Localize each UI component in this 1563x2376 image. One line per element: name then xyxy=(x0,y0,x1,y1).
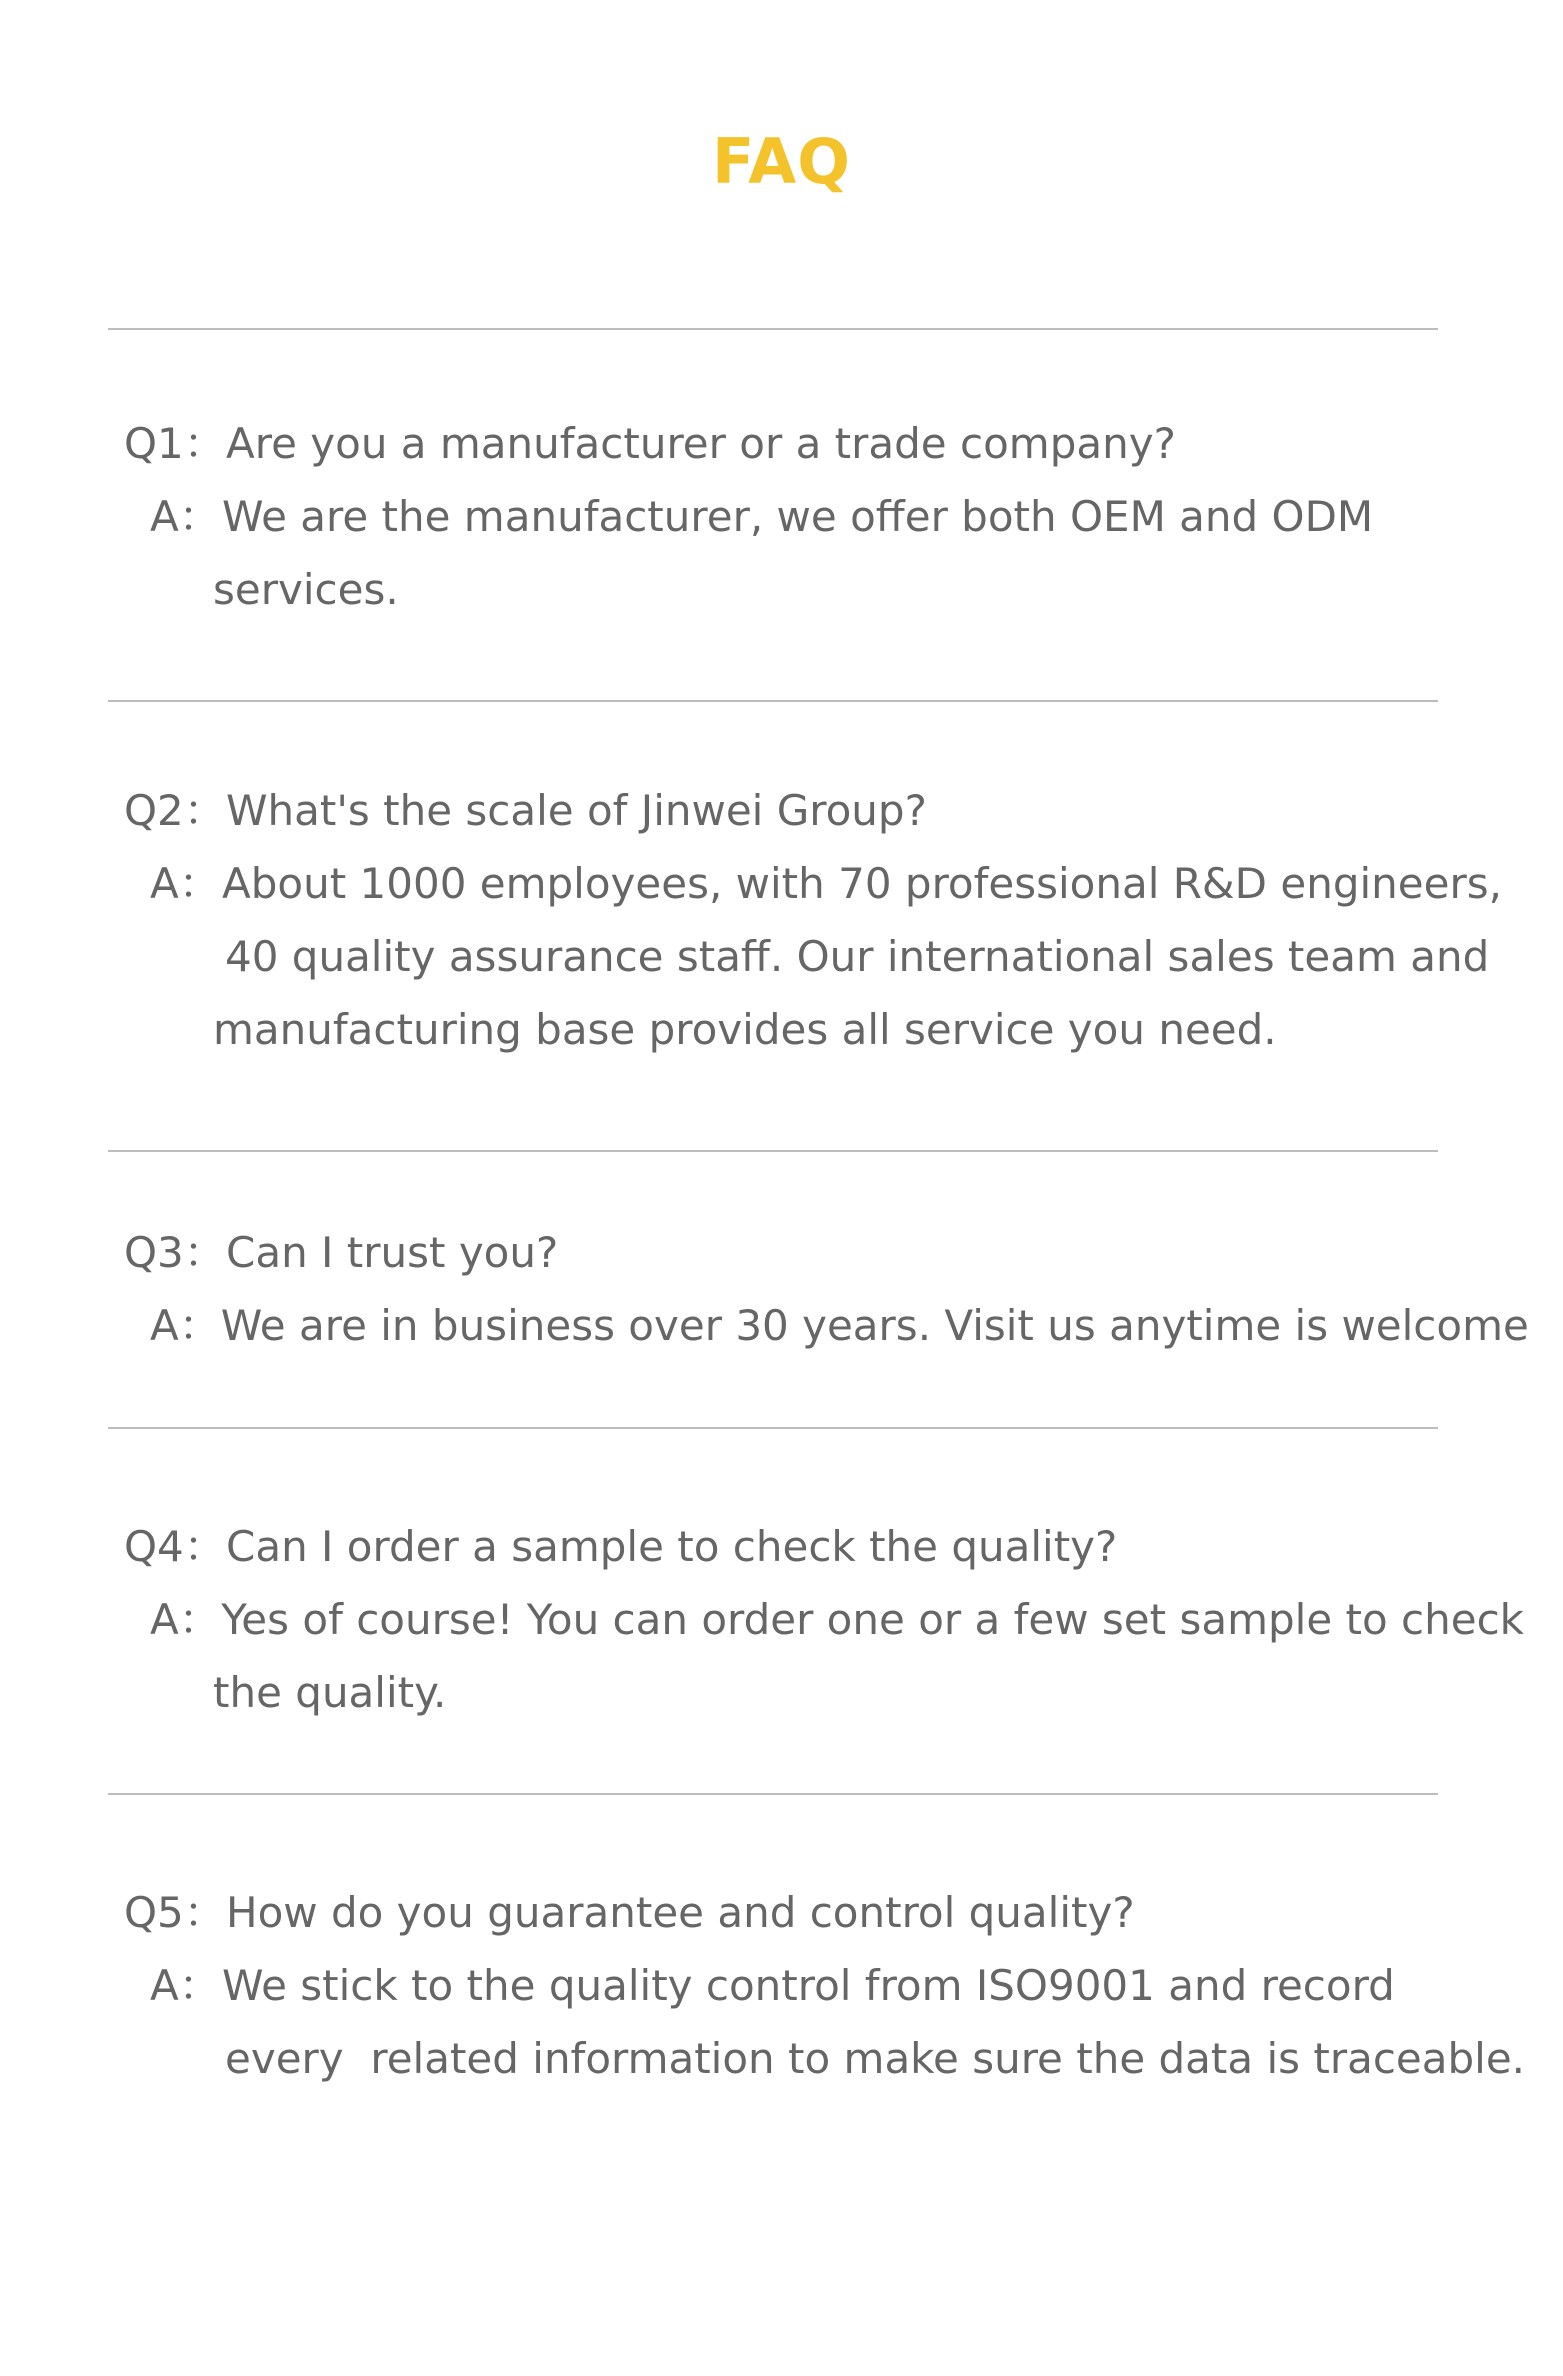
answer-prefix: A： xyxy=(150,1301,221,1350)
answer-prefix: A： xyxy=(150,1595,221,1644)
faq-item-1 xyxy=(124,407,1524,626)
divider xyxy=(108,328,1438,330)
divider xyxy=(108,1793,1438,1795)
answer-prefix: A： xyxy=(150,859,221,908)
question-text: How do you guarantee and control quality? xyxy=(226,1888,1135,1937)
question-text: Can I order a sample to check the quality? xyxy=(226,1522,1118,1571)
answer-line xyxy=(124,1289,1529,1362)
question-line xyxy=(124,1216,1524,1289)
question-prefix: Q2： xyxy=(124,786,226,835)
question-line xyxy=(124,407,1524,480)
question-prefix: Q5： xyxy=(124,1888,226,1937)
question-text: Are you a manufacturer or a trade company? xyxy=(226,419,1176,468)
answer-continuation: 40 quality assurance staff. Our international sales team and xyxy=(225,932,1490,981)
question-line xyxy=(124,1510,1524,1583)
faq-item-3 xyxy=(124,1216,1529,1362)
answer-prefix: A： xyxy=(150,1961,221,2010)
divider xyxy=(108,1427,1438,1429)
answer-line xyxy=(124,480,1524,553)
answer-text: We are the manufacturer, we offer both OEM and ODM xyxy=(222,492,1374,541)
answer-text: About 1000 employees, with 70 professional R&D engineers, xyxy=(222,859,1502,908)
answer-continuation: services. xyxy=(213,565,399,614)
question-prefix: Q1： xyxy=(124,419,226,468)
answer-line xyxy=(124,1949,1524,2022)
answer-prefix: A： xyxy=(150,492,221,541)
answer-continuation: the quality. xyxy=(213,1668,447,1717)
faq-item-4 xyxy=(124,1510,1524,1729)
answer-continuation: every related information to make sure the data is traceable. xyxy=(225,2034,1526,2083)
faq-item-2 xyxy=(124,774,1524,1066)
divider xyxy=(108,1150,1438,1152)
answer-continuation: manufacturing base provides all service you need. xyxy=(213,1005,1277,1054)
faq-item-5 xyxy=(124,1876,1524,2095)
answer-text: Yes of course! You can order one or a few set sample to check xyxy=(221,1595,1524,1644)
question-line xyxy=(124,1876,1524,1949)
answer-line xyxy=(124,847,1524,920)
divider xyxy=(108,700,1438,702)
question-text: Can I trust you? xyxy=(226,1228,559,1277)
question-line xyxy=(124,774,1524,847)
answer-text: We stick to the quality control from ISO9001 and record xyxy=(222,1961,1395,2010)
question-text: What's the scale of Jinwei Group? xyxy=(226,786,927,835)
question-prefix: Q3： xyxy=(124,1228,226,1277)
page-title: FAQ xyxy=(712,125,851,198)
question-prefix: Q4： xyxy=(124,1522,226,1571)
answer-line xyxy=(124,1583,1524,1656)
answer-text: We are in business over 30 years. Visit us anytime is welcome xyxy=(220,1301,1529,1350)
